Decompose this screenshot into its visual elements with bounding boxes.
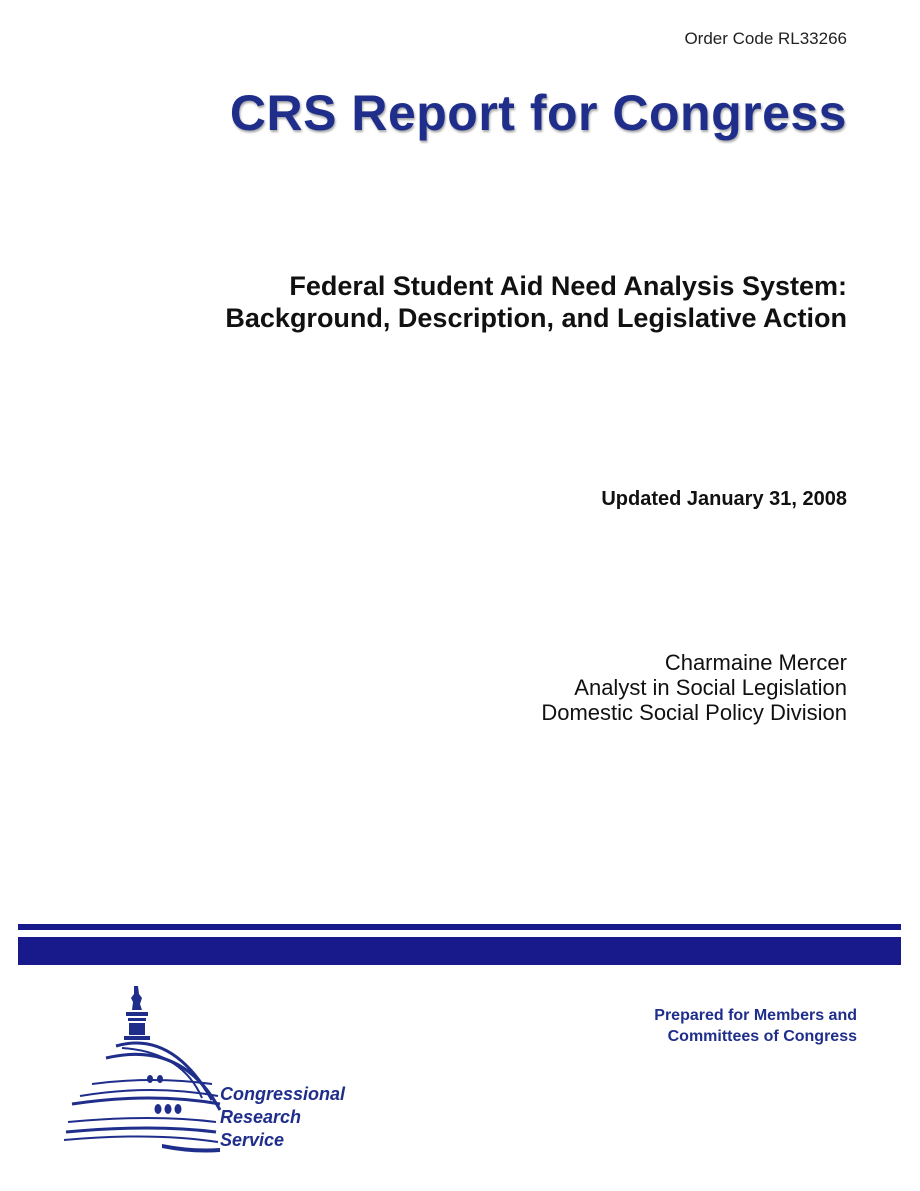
- divider-thin: [18, 924, 901, 930]
- prepared-for: [654, 1005, 857, 1047]
- prepared-line-1: Prepared for Members and: [654, 1007, 857, 1024]
- document-title-line-2: Background, Description, and Legislative Action: [225, 303, 847, 333]
- crs-logo-text: [220, 1083, 345, 1152]
- order-code: Order Code RL33266: [684, 29, 847, 48]
- logo-line-2: Research: [220, 1107, 302, 1127]
- logo-line-3: Service: [220, 1130, 285, 1150]
- divider-thick: [18, 937, 901, 965]
- author-role: Analyst in Social Legislation: [574, 675, 847, 700]
- author-division: Domestic Social Policy Division: [541, 700, 847, 725]
- report-title: CRS Report for Congress: [229, 85, 847, 141]
- logo-line-1: Congressional: [220, 1084, 346, 1104]
- author-name: Charmaine Mercer: [664, 650, 847, 675]
- document-title-line-1: Federal Student Aid Need Analysis System:: [289, 271, 847, 301]
- document-title: [225, 270, 847, 334]
- prepared-line-2: Committees of Congress: [667, 1028, 857, 1045]
- updated-date: Updated January 31, 2008: [601, 488, 847, 510]
- author-block: [541, 650, 847, 725]
